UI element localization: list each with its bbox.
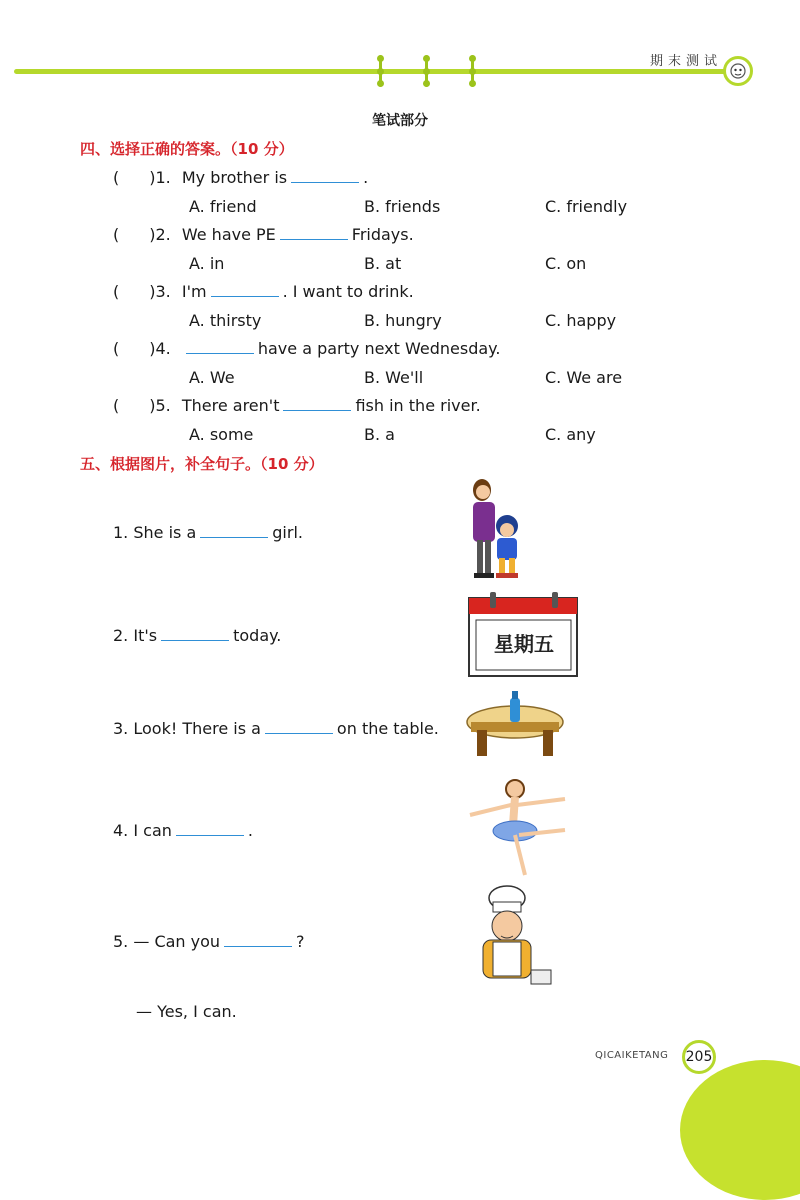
- page-title: 笔试部分: [372, 113, 428, 129]
- answer-blank[interactable]: [224, 932, 292, 947]
- answer-blank[interactable]: [161, 626, 229, 641]
- option-b: B. hungry: [364, 311, 442, 330]
- option-c: C. any: [545, 425, 596, 444]
- answer-line: — Yes, I can.: [136, 1002, 237, 1021]
- answer-blank[interactable]: [280, 225, 348, 240]
- question-row: ( )5. There aren't fish in the river.: [113, 396, 481, 415]
- page-number: 205: [682, 1040, 716, 1074]
- binder-pin: [423, 55, 430, 87]
- footer-label: QICAIKETANG: [595, 1050, 669, 1061]
- binder-pin: [469, 55, 476, 87]
- answer-blank[interactable]: [291, 168, 359, 183]
- question-row: ( )3. I'm . I want to drink.: [113, 282, 414, 301]
- option-c: C. on: [545, 254, 587, 273]
- fill-item: 3. Look! There is a on the table.: [113, 719, 439, 738]
- cook-image: [465, 884, 557, 992]
- option-a: A. in: [189, 254, 225, 273]
- answer-blank[interactable]: [186, 339, 254, 354]
- fill-item: 4. I can .: [113, 821, 253, 840]
- fill-item: 5. — Can you ?: [113, 932, 305, 951]
- binder-pin: [377, 55, 384, 87]
- answer-blank[interactable]: [211, 282, 279, 297]
- calendar-text: 星期五: [494, 632, 554, 656]
- table-with-bottle-image: [465, 688, 567, 764]
- section-5-heading: 五、根据图片，补全句子。（10 分）: [80, 455, 324, 473]
- option-b: B. at: [364, 254, 402, 273]
- fill-item: 2. It's today.: [113, 626, 282, 645]
- fill-item: 1. She is a girl.: [113, 523, 303, 542]
- option-b: B. a: [364, 425, 395, 444]
- corner-decoration: [680, 1060, 800, 1200]
- option-b: B. We'll: [364, 368, 424, 387]
- option-a: A. friend: [189, 197, 257, 216]
- option-a: A. We: [189, 368, 235, 387]
- question-row: ( )1. My brother is .: [113, 168, 369, 187]
- mother-and-girl-image: [462, 478, 526, 584]
- answer-blank[interactable]: [200, 523, 268, 538]
- answer-blank[interactable]: [265, 719, 333, 734]
- mascot-icon: [723, 56, 753, 86]
- header-label: 期末测试: [649, 54, 722, 69]
- option-b: B. friends: [364, 197, 441, 216]
- ballet-dancer-image: [465, 775, 577, 881]
- answer-blank[interactable]: [176, 821, 244, 836]
- header-rule: [14, 69, 732, 74]
- question-row: ( )4. have a party next Wednesday.: [113, 339, 501, 358]
- option-a: A. some: [189, 425, 254, 444]
- question-row: ( )2. We have PE Fridays.: [113, 225, 414, 244]
- option-c: C. happy: [545, 311, 617, 330]
- answer-blank[interactable]: [283, 396, 351, 411]
- option-c: C. friendly: [545, 197, 628, 216]
- option-a: A. thirsty: [189, 311, 262, 330]
- section-4-heading: 四、选择正确的答案。（10 分）: [80, 140, 294, 158]
- option-c: C. We are: [545, 368, 623, 387]
